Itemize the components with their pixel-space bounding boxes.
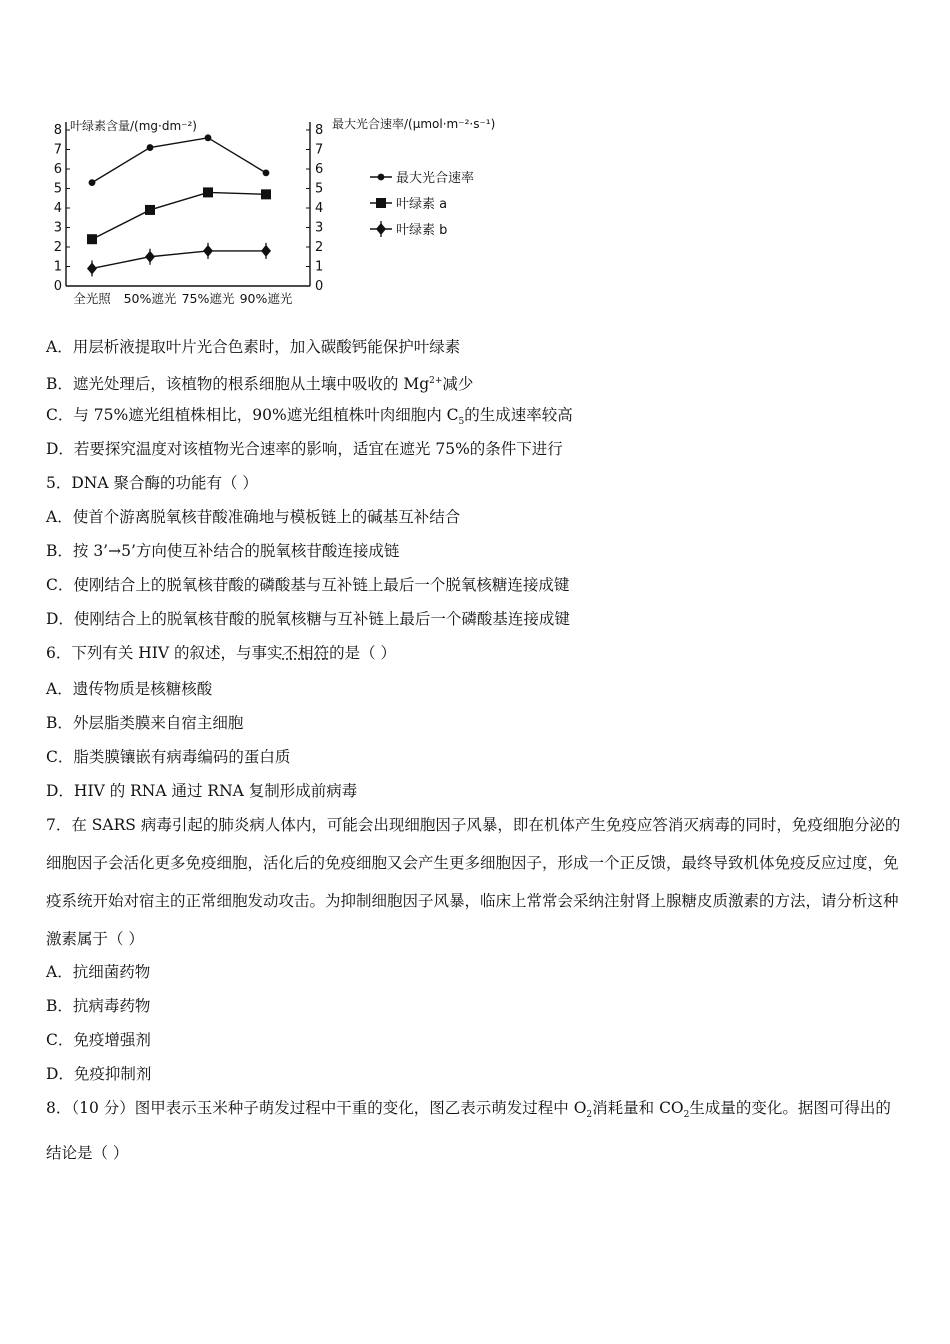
q5-option-b: B．按 3’→5’方向使互补结合的脱氧核苷酸连接成链 bbox=[46, 542, 400, 560]
q7-option-a: A．抗细菌药物 bbox=[46, 963, 151, 981]
q6-option-d: D．HIV 的 RNA 通过 RNA 复制形成前病毒 bbox=[46, 782, 358, 800]
left-axis-label: 叶绿素含量/(mg·dm⁻²) bbox=[70, 119, 197, 133]
left-tick-label: 3 bbox=[53, 220, 62, 236]
legend-item-2 bbox=[370, 197, 447, 212]
left-tick-label: 0 bbox=[53, 279, 62, 294]
right-tick-label: 0 bbox=[315, 279, 324, 294]
right-tick-label: 3 bbox=[315, 220, 324, 236]
right-tick-label: 2 bbox=[315, 240, 324, 255]
q6-option-c: C．脂类膜镶嵌有病毒编码的蛋白质 bbox=[46, 748, 291, 766]
left-tick-label: 4 bbox=[53, 201, 62, 216]
data-point bbox=[263, 170, 270, 177]
emphasis-mark: 不相符 bbox=[282, 644, 330, 662]
q6-stem: 6．下列有关 HIV 的叙述，与事实不相符的是（ ） bbox=[46, 644, 397, 662]
right-axis-label: 最大光合速率/(μmol·m⁻²·s⁻¹) bbox=[332, 117, 496, 131]
chart-ticks bbox=[54, 123, 324, 306]
left-tick-label: 5 bbox=[53, 181, 62, 197]
right-tick-label: 6 bbox=[315, 162, 324, 177]
legend-label: 叶绿素 b bbox=[396, 223, 448, 238]
data-point bbox=[89, 179, 96, 186]
left-tick-label: 1 bbox=[53, 259, 62, 275]
q5-option-a: A．使首个游离脱氧核苷酸准确地与模板链上的碱基互补结合 bbox=[46, 508, 461, 526]
data-point bbox=[203, 187, 213, 197]
series-line bbox=[92, 251, 266, 269]
series-line bbox=[92, 138, 266, 183]
q5-option-d: D．使刚结合上的脱氧核苷酸的脱氧核糖与互补链上最后一个磷酸基连接成键 bbox=[46, 610, 570, 628]
q8-stem: 8．（10 分）图甲表示玉米种子萌发过程中干重的变化，图乙表示萌发过程中 $O_2$消耗量和 $CO_2$生成量的变化。据图可得出的结论是（ ） bbox=[46, 1099, 891, 1163]
data-point bbox=[261, 189, 271, 199]
q4-option-a: A．用层析液提取叶片光合色素时，加入碳酸钙能保护叶绿素 bbox=[46, 338, 461, 356]
q4-option-d: D．若要探究温度对该植物光合速率的影响，适宜在遮光 75%的条件下进行 bbox=[46, 440, 563, 458]
right-tick-label: 7 bbox=[315, 142, 324, 158]
legend-label: 叶绿素 a bbox=[396, 197, 448, 212]
right-tick-label: 8 bbox=[315, 123, 324, 138]
data-point bbox=[87, 234, 97, 244]
data-point bbox=[205, 134, 212, 141]
q4-option-c: C．与 75%遮光组植株相比，90%遮光组植株叶肉细胞内 $C_5$的生成速率较高 bbox=[46, 406, 573, 428]
right-tick-label: 1 bbox=[315, 259, 324, 275]
left-tick-label: 8 bbox=[53, 123, 62, 138]
left-tick-label: 7 bbox=[53, 142, 62, 158]
right-tick-label: 5 bbox=[315, 181, 324, 197]
legend-marker bbox=[376, 198, 386, 208]
series-line bbox=[92, 192, 266, 239]
q7-option-d: D．免疫抑制剂 bbox=[46, 1065, 152, 1083]
series-2 bbox=[87, 187, 271, 244]
q5-stem: 5．DNA 聚合酶的功能有（ ） bbox=[46, 474, 258, 492]
legend-item-1 bbox=[370, 170, 474, 186]
q7-stem: 7．在 SARS 病毒引起的肺炎病人体内，可能会出现细胞因子风暴，即在机体产生免疫应答消灭病毒的同时，免疫细胞分泌的细胞因子会活化更多免疫细胞，活化后的免疫细胞又会产生更多细胞因子，形成一个正反馈，最终导致机体免疫反应过度，免疫系统开始对宿主的正常细胞发动攻击。为抑制细胞因子风暴，临床上常常会采纳注射肾上腺糖皮质激素的方法，请分析这种激素属于（ ） bbox=[46, 816, 901, 948]
x-tick-label: 全光照 bbox=[73, 291, 111, 306]
data-point bbox=[203, 245, 213, 257]
legend-marker bbox=[376, 223, 386, 235]
left-tick-label: 6 bbox=[53, 162, 62, 177]
data-point bbox=[145, 205, 155, 215]
right-tick-label: 4 bbox=[315, 201, 324, 216]
q7-option-c: C．免疫增强剂 bbox=[46, 1031, 151, 1049]
left-tick-label: 2 bbox=[53, 240, 62, 255]
q4-option-b: B．遮光处理后，该植物的根系细胞从土壤中吸收的 $Mg^{2+}$减少 bbox=[46, 375, 474, 394]
series-3 bbox=[87, 243, 271, 277]
legend-label: 最大光合速率 bbox=[396, 171, 475, 186]
q6-option-a: A．遗传物质是核糖核酸 bbox=[46, 680, 213, 698]
series-1 bbox=[89, 134, 270, 186]
q7-option-b: B．抗病毒药物 bbox=[46, 997, 151, 1015]
x-tick-label: 90%遮光 bbox=[239, 291, 293, 306]
chlorophyll-photosynthesis-chart bbox=[40, 108, 560, 313]
x-tick-label: 50%遮光 bbox=[123, 291, 177, 306]
data-point bbox=[261, 245, 271, 257]
data-point bbox=[87, 262, 97, 274]
q6-option-b: B．外层脂类膜来自宿主细胞 bbox=[46, 714, 244, 732]
legend-marker bbox=[378, 174, 385, 181]
legend-item-3 bbox=[370, 221, 447, 238]
chart-legend bbox=[370, 170, 474, 238]
data-point bbox=[147, 144, 154, 151]
q5-option-c: C．使刚结合上的脱氧核苷酸的磷酸基与互补链上最后一个脱氧核糖连接成键 bbox=[46, 576, 570, 594]
x-tick-label: 75%遮光 bbox=[181, 291, 235, 306]
data-point bbox=[145, 251, 155, 263]
chart-series bbox=[87, 134, 271, 276]
